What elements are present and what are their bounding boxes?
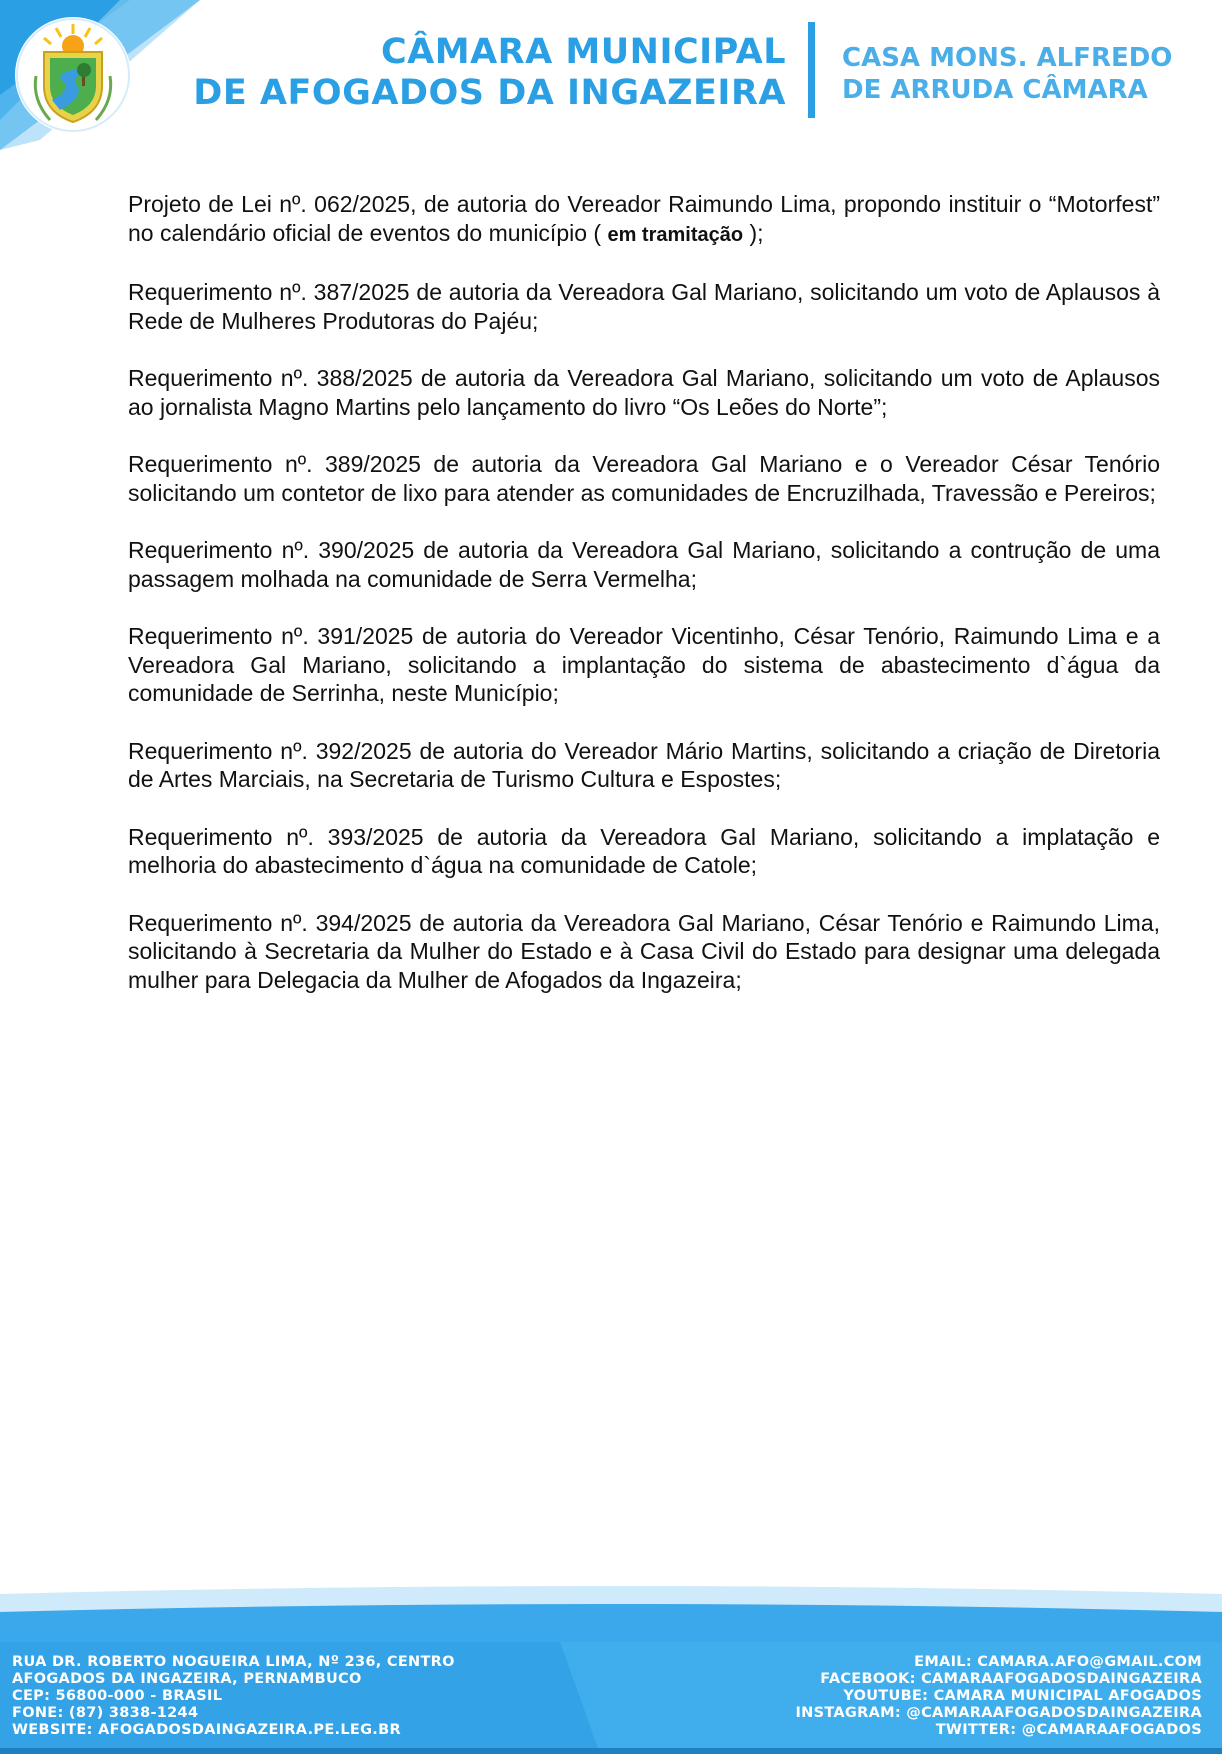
subtitle-line-2: DE ARRUDA CÂMARA [842, 75, 1148, 105]
contacts-block [795, 1654, 1202, 1739]
address-line: CEP: 56800-000 - BRASIL [12, 1688, 223, 1704]
status-label: em tramitação [607, 223, 744, 246]
instagram-link[interactable]: INSTAGRAM: @CAMARAAFOGADOSDAINGAZEIRA [795, 1705, 1202, 1721]
subtitle-line-1: CASA MONS. ALFREDO [842, 43, 1173, 73]
letterhead-header [0, 0, 1222, 160]
bill-item [128, 190, 1160, 249]
title-divider [808, 22, 815, 118]
request-item: Requerimento nº. 388/2025 de autoria da Vereadora Gal Mariano, solicitando um voto de Aplausos ao jornalista Magno Martins pelo lançamento do livro “Os Leões do Norte”; [128, 365, 1160, 420]
title-line-2: DE AFOGADOS DA INGAZEIRA [193, 73, 786, 113]
facebook-link[interactable]: FACEBOOK: CAMARAAFOGADOSDAINGAZEIRA [820, 1671, 1202, 1687]
youtube-link[interactable]: YOUTUBE: CAMARA MUNICIPAL AFOGADOS [843, 1688, 1202, 1704]
address-block [12, 1654, 455, 1739]
municipal-crest-icon [14, 16, 132, 134]
bill-text: Projeto de Lei nº. 062/2025, de autoria do Vereador Raimundo Lima, propondo instituir o “Motorfest” no calendário oficial de eventos do município ( [128, 191, 1160, 246]
request-item: Requerimento nº. 393/2025 de autoria da Vereadora Gal Mariano, solicitando a implatação e melhoria do abastecimento d`água na comunidade de Catole; [128, 823, 1160, 878]
twitter-link[interactable]: TWITTER: @CAMARAAFOGADOS [935, 1722, 1202, 1738]
website-link[interactable]: WEBSITE: AFOGADOSDAINGAZEIRA.PE.LEG.BR [12, 1722, 401, 1738]
letterhead-footer [0, 1582, 1222, 1754]
building-name [842, 42, 1212, 106]
request-item: Requerimento nº. 390/2025 de autoria da Vereadora Gal Mariano, solicitando a contrução de uma passagem molhada na comunidade de Serra Vermelha; [128, 537, 1160, 592]
address-line: AFOGADOS DA INGAZEIRA, PERNAMBUCO [12, 1671, 362, 1687]
request-item: Requerimento nº. 387/2025 de autoria da Vereadora Gal Mariano, solicitando um voto de Aplausos à Rede de Mulheres Produtoras do Pajéu; [128, 279, 1160, 334]
request-item: Requerimento nº. 392/2025 de autoria do Vereador Mário Martins, solicitando a criação de Diretoria de Artes Marciais, na Secretaria de Turismo Cultura e Espostes; [128, 737, 1160, 792]
address-line: RUA DR. ROBERTO NOGUEIRA LIMA, Nº 236, CENTRO [12, 1654, 455, 1670]
email-link[interactable]: EMAIL: CAMARA.AFO@GMAIL.COM [914, 1654, 1202, 1670]
document-body [128, 190, 1160, 1023]
bill-suffix: ); [743, 219, 764, 246]
request-item: Requerimento nº. 394/2025 de autoria da Vereadora Gal Mariano, César Tenório e Raimundo Lima, solicitando à Secretaria da Mulher do Estado e à Casa Civil do Estado para designar uma delegada mulher para Delegacia da Mulher de Afogados da Ingazeira; [128, 909, 1160, 993]
chamber-title [160, 32, 786, 114]
request-item: Requerimento nº. 389/2025 de autoria da Vereadora Gal Mariano e o Vereador César Tenório solicitando um contetor de lixo para atender as comunidades de Encruzilhada, Travessão e Pereiros; [128, 451, 1160, 506]
phone-line: FONE: (87) 3838-1244 [12, 1705, 199, 1721]
title-line-1: CÂMARA MUNICIPAL [380, 32, 786, 72]
request-item: Requerimento nº. 391/2025 de autoria do Vereador Vicentinho, César Tenório, Raimundo Lima e a Vereadora Gal Mariano, solicitando a implantação do sistema de abastecimento d`água da comunidade de Serrinha, neste Município; [128, 623, 1160, 706]
